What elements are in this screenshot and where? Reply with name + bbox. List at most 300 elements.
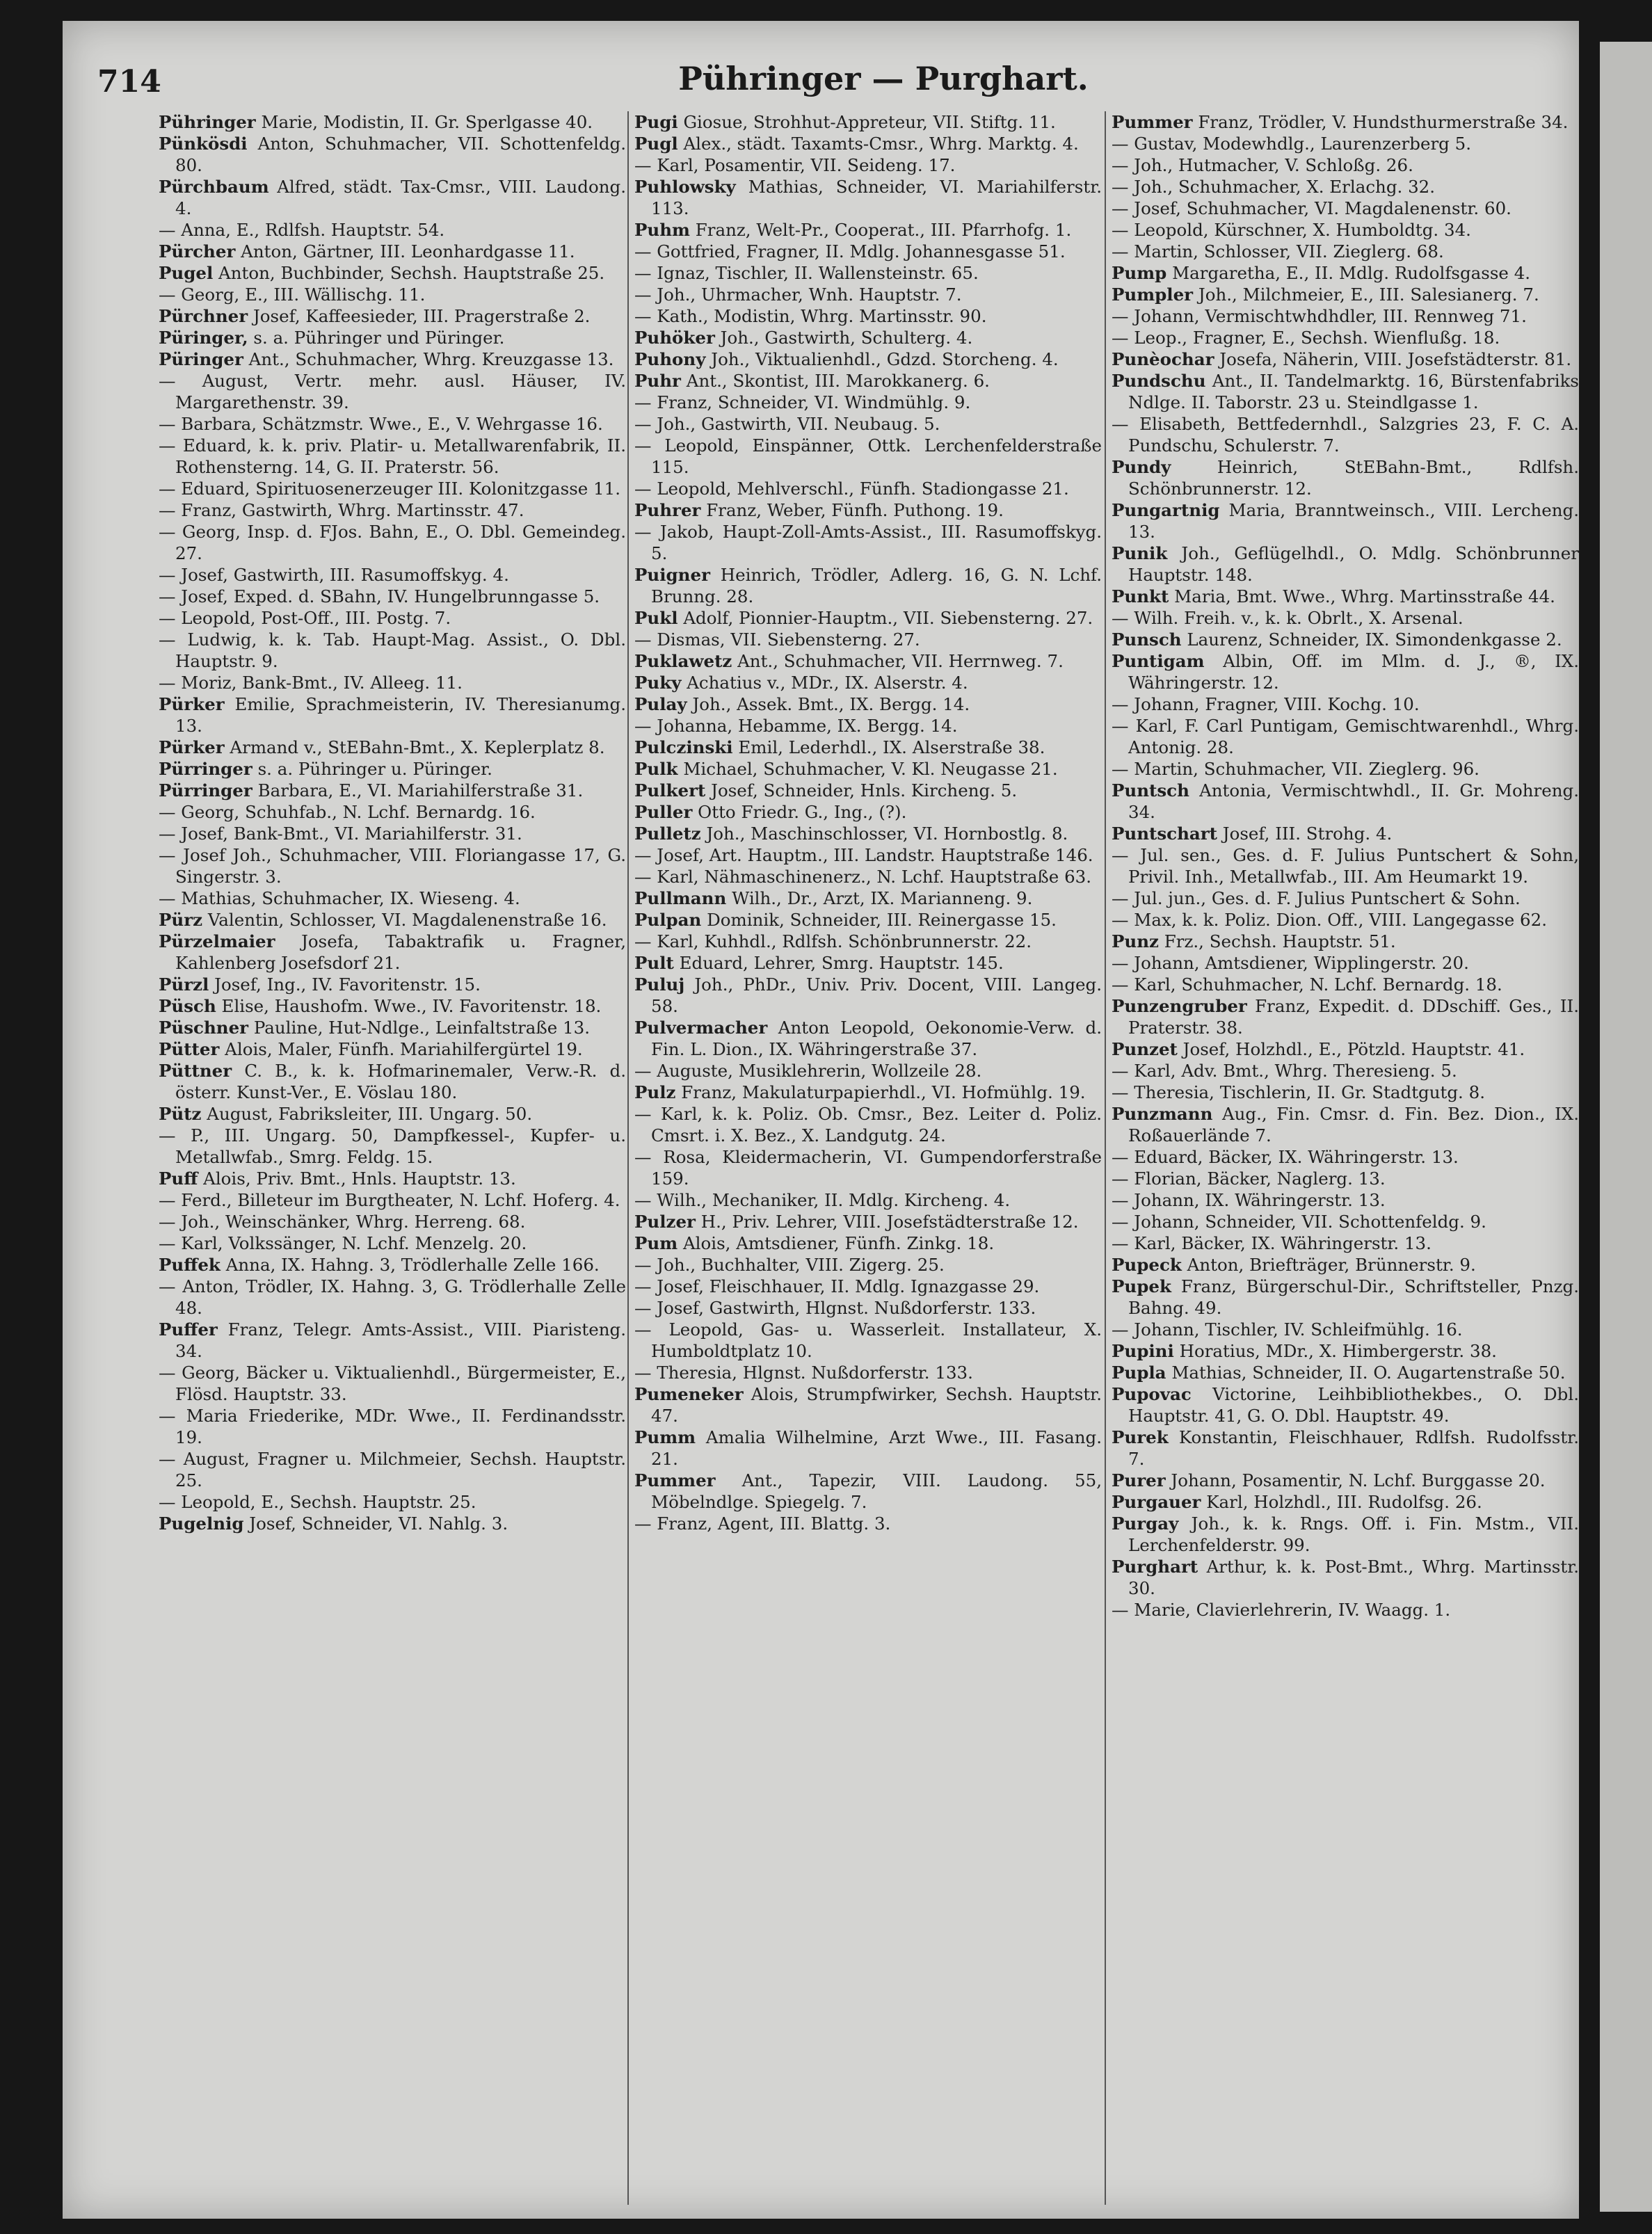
entry-surname: Pulvermacher	[634, 1018, 768, 1038]
entry-details: — Joh., Weinschänker, Whrg. Herreng. 68.	[159, 1212, 526, 1232]
entry-details: — Josef, Fleischhauer, II. Mdlg. Ignazgasse 29.	[634, 1276, 1040, 1296]
directory-entry	[1112, 133, 1579, 154]
column-divider	[1105, 111, 1106, 2205]
directory-entry	[159, 435, 626, 478]
entry-details: Josef, Schneider, Hnls. Kircheng. 5.	[705, 780, 1018, 801]
entry-details: Josefa, Tabaktrafik u. Fragner, Kahlenberg Josefsdorf 21.	[175, 931, 626, 973]
entry-details: — Mathias, Schuhmacher, IX. Wieseng. 4.	[159, 888, 520, 908]
entry-surname: Pungartnig	[1112, 500, 1220, 520]
entry-surname: Puhm	[634, 220, 690, 240]
directory-entry	[634, 1017, 1102, 1060]
entry-details: — August, Vertr. mehr. ausl. Häuser, IV. Margarethenstr. 39.	[159, 371, 626, 412]
entry-surname: Pult	[634, 953, 674, 973]
entry-details: — Josef, Bank-Bmt., VI. Mariahilferstr. 31.	[159, 823, 522, 844]
directory-entry	[159, 995, 626, 1017]
directory-entry	[159, 370, 626, 413]
directory-entry	[1112, 952, 1579, 974]
entry-details: Eduard, Lehrer, Smrg. Hauptstr. 145.	[673, 953, 1004, 973]
entry-details: — Joh., Gastwirth, VII. Neubaug. 5.	[634, 414, 940, 434]
entry-details: — Eduard, Spirituosenerzeuger III. Kolonitzgasse 11.	[159, 479, 621, 499]
entry-surname: Pulczinski	[634, 737, 733, 757]
entry-details: — August, Fragner u. Milchmeier, Sechsh. Hauptstr. 25.	[159, 1449, 626, 1490]
entry-details: Josef, III. Strohg. 4.	[1217, 823, 1393, 844]
entry-surname: Pütz	[159, 1104, 202, 1124]
entry-surname: Püringer	[159, 349, 243, 369]
entry-surname: Pupovac	[1112, 1384, 1192, 1404]
directory-entry	[1112, 650, 1579, 693]
entry-details: Antonia, Vermischtwhdl., II. Gr. Mohreng. 34.	[1128, 780, 1579, 822]
entry-details: — Leopold, Mehlverschl., Fünfh. Stadiongasse 21.	[634, 479, 1069, 499]
entry-surname: Puhöker	[634, 328, 715, 348]
entry-details: Franz, Telegr. Amts-Assist., VIII. Piaristeng. 34.	[175, 1319, 626, 1361]
directory-entry	[1112, 499, 1579, 543]
entry-surname: Pummer	[1112, 112, 1193, 132]
entry-surname: Puntigam	[1112, 651, 1205, 671]
entry-details: Alfred, städt. Tax-Cmsr., VIII. Laudong. 4.	[175, 177, 626, 218]
entry-details: Josef, Ing., IV. Favoritenstr. 15.	[209, 974, 481, 995]
directory-entry	[159, 1125, 626, 1168]
directory-entry	[634, 650, 1102, 672]
entry-details: Alois, Amtsdiener, Fünfh. Zinkg. 18.	[677, 1233, 995, 1253]
directory-entry	[1112, 413, 1579, 456]
entry-details: — Josef Joh., Schuhmacher, VIII. Floriangasse 17, G. Singerstr. 3.	[159, 845, 626, 887]
directory-entry	[634, 1146, 1102, 1189]
entry-details: — Dismas, VII. Siebensterng. 27.	[634, 629, 920, 650]
directory-entry	[1112, 1362, 1579, 1383]
directory-entry	[634, 435, 1102, 478]
directory-entry	[159, 1103, 626, 1125]
directory-entry	[634, 1513, 1102, 1534]
directory-entry	[159, 1189, 626, 1211]
entry-details: Aug., Fin. Cmsr. d. Fin. Bez. Dion., IX. Roßauerlände 7.	[1128, 1104, 1579, 1146]
directory-entry	[634, 499, 1102, 521]
entry-surname: Pürchbaum	[159, 177, 269, 197]
entry-surname: Puffek	[159, 1255, 220, 1275]
entry-surname: Pulzer	[634, 1212, 696, 1232]
entry-details: Joh., Milchmeier, E., III. Salesianerg. 7.	[1193, 284, 1539, 305]
directory-entry	[159, 844, 626, 887]
directory-entry	[634, 133, 1102, 154]
directory-entry	[634, 1297, 1102, 1319]
directory-entry	[1112, 1470, 1579, 1491]
directory-entry	[1112, 909, 1579, 931]
entry-details: — Karl, Kuhhdl., Rdlfsh. Schönbrunnerstr. 22.	[634, 931, 1032, 951]
entry-details: — Johann, Schneider, VII. Schottenfeldg. 9.	[1112, 1212, 1486, 1232]
directory-entry	[634, 305, 1102, 327]
directory-entry	[159, 586, 626, 607]
entry-surname: Pupini	[1112, 1341, 1174, 1361]
entry-details: — Karl, Nähmaschinenerz., N. Lchf. Hauptstraße 63.	[634, 867, 1092, 887]
directory-entry	[1112, 1060, 1579, 1082]
directory-entry	[159, 1017, 626, 1038]
directory-entry	[1112, 715, 1579, 758]
entry-surname: Pumeneker	[634, 1384, 744, 1404]
entry-details: Franz, Trödler, V. Hundsthurmerstraße 34.	[1192, 112, 1569, 132]
entry-details: Ant., Tapezir, VIII. Laudong. 55, Möbelndlge. Spiegelg. 7.	[651, 1470, 1102, 1512]
entry-details: Maria, Bmt. Wwe., Whrg. Martinsstraße 44.	[1169, 586, 1555, 606]
entry-details: — Leop., Fragner, E., Sechsh. Wienflußg. 18.	[1112, 328, 1500, 348]
entry-details: — Georg, E., III. Wällischg. 11.	[159, 284, 426, 305]
entry-details: — Franz, Gastwirth, Whrg. Martinsstr. 47.	[159, 500, 524, 520]
entry-surname: Pundy	[1112, 457, 1171, 477]
entry-details: — Maria Friederike, MDr. Wwe., II. Ferdinandsstr. 19.	[159, 1406, 626, 1447]
directory-entry	[1112, 758, 1579, 780]
entry-details: Franz, Welt-Pr., Cooperat., III. Pfarrhofg. 1.	[689, 220, 1072, 240]
directory-column-3	[1112, 111, 1579, 1621]
entry-details: Horatius, MDr., X. Himbergerstr. 38.	[1173, 1341, 1497, 1361]
directory-entry	[634, 327, 1102, 348]
entry-details: — Anna, E., Rdlfsh. Hauptstr. 54.	[159, 220, 445, 240]
entry-surname: Puky	[634, 673, 682, 693]
entry-details: Josefa, Näherin, VIII. Josefstädterstr. 81.	[1214, 349, 1572, 369]
entry-surname: Pulk	[634, 759, 678, 779]
entry-details: Josef, Schneider, VI. Nahlg. 3.	[243, 1513, 508, 1534]
entry-details: — Theresia, Hlgnst. Nußdorferstr. 133.	[634, 1363, 973, 1383]
entry-details: Valentin, Schlosser, VI. Magdalenenstraße 16.	[202, 910, 607, 930]
entry-surname: Purgay	[1112, 1513, 1179, 1534]
entry-surname: Punzengruber	[1112, 996, 1247, 1016]
directory-entry	[1112, 1038, 1579, 1060]
directory-entry	[159, 499, 626, 521]
entry-surname: Pürz	[159, 910, 203, 930]
directory-entry	[1112, 1319, 1579, 1340]
entry-details: — Joh., Schuhmacher, X. Erlachg. 32.	[1112, 177, 1436, 197]
directory-entry	[159, 1513, 626, 1534]
entry-details: — Johann, Amtsdiener, Wipplingerstr. 20.	[1112, 953, 1469, 973]
entry-details: Josef, Kaffeesieder, III. Pragerstraße 2.	[248, 306, 591, 326]
entry-details: — Georg, Bäcker u. Viktualienhdl., Bürgermeister, E., Flösd. Hauptstr. 33.	[159, 1363, 626, 1404]
entry-details: — Franz, Agent, III. Blattg. 3.	[634, 1513, 891, 1534]
directory-entry	[634, 1427, 1102, 1470]
directory-entry	[159, 1448, 626, 1491]
entry-details: Joh., Assek. Bmt., IX. Bergg. 14.	[687, 694, 970, 714]
directory-entry	[159, 629, 626, 672]
directory-entry	[634, 241, 1102, 262]
entry-surname: Punkt	[1112, 586, 1169, 606]
adjacent-page-edge	[1600, 42, 1652, 2212]
entry-details: — Georg, Schuhfab., N. Lchf. Bernardg. 16.	[159, 802, 536, 822]
directory-entry	[1112, 1599, 1579, 1621]
entry-details: — Johanna, Hebamme, IX. Bergg. 14.	[634, 716, 958, 736]
directory-entry	[1112, 176, 1579, 198]
entry-surname: Pürcher	[159, 241, 236, 262]
entry-details: — Eduard, Bäcker, IX. Währingerstr. 13.	[1112, 1147, 1459, 1167]
directory-entry	[159, 219, 626, 241]
entry-details: — Anton, Trödler, IX. Hahng. 3, G. Trödlerhalle Zelle 48.	[159, 1276, 626, 1318]
entry-details: Wilh., Dr., Arzt, IX. Marianneng. 9.	[726, 888, 1033, 908]
directory-entry	[159, 780, 626, 801]
entry-details: Armand v., StEBahn-Bmt., X. Keplerplatz 8.	[224, 737, 605, 757]
entry-details: Margaretha, E., II. Mdlg. Rudolfsgasse 4.	[1166, 263, 1531, 283]
entry-surname: Punzmann	[1112, 1104, 1213, 1124]
entry-details: s. a. Pühringer und Püringer.	[248, 328, 505, 348]
directory-entry	[159, 327, 626, 348]
entry-surname: Pürker	[159, 694, 225, 714]
directory-entry	[159, 413, 626, 435]
directory-entry	[634, 758, 1102, 780]
entry-surname: Pürchner	[159, 306, 248, 326]
entry-details: Ant., Schuhmacher, VII. Herrnweg. 7.	[732, 651, 1064, 671]
directory-entry	[634, 1319, 1102, 1362]
entry-details: — Gottfried, Fragner, II. Mdlg. Johannesgasse 51.	[634, 241, 1066, 262]
directory-entry	[634, 1211, 1102, 1232]
directory-entry	[634, 521, 1102, 564]
directory-entry	[1112, 1146, 1579, 1168]
entry-details: Alois, Priv. Bmt., Hnls. Hauptstr. 13.	[198, 1168, 516, 1189]
directory-entry	[159, 1060, 626, 1103]
directory-entry	[159, 478, 626, 499]
directory-entry	[634, 844, 1102, 866]
entry-details: — Ignaz, Tischler, II. Wallensteinstr. 65.	[634, 263, 979, 283]
entry-details: — Ludwig, k. k. Tab. Haupt-Mag. Assist., O. Dbl. Hauptstr. 9.	[159, 629, 626, 671]
entry-details: Joh., Gastwirth, Schulterg. 4.	[714, 328, 973, 348]
entry-details: Maria, Branntweinsch., VIII. Lercheng. 13.	[1128, 500, 1579, 542]
directory-entry	[634, 176, 1102, 219]
entry-surname: Pugi	[634, 112, 678, 132]
entry-surname: Purek	[1112, 1427, 1169, 1447]
directory-entry	[1112, 327, 1579, 348]
directory-entry	[634, 887, 1102, 909]
entry-details: — Joh., Uhrmacher, Wnh. Hauptstr. 7.	[634, 284, 962, 305]
entry-details: Anton, Buchbinder, Sechsh. Hauptstraße 25.	[213, 263, 605, 283]
entry-details: — Karl, Schuhmacher, N. Lchf. Bernardg. 18.	[1112, 974, 1502, 995]
directory-entry	[159, 758, 626, 780]
entry-details: Alois, Maler, Fünfh. Mariahilfergürtel 19.	[219, 1039, 583, 1059]
entry-details: — Florian, Bäcker, Naglerg. 13.	[1112, 1168, 1386, 1189]
entry-surname: Püschner	[159, 1018, 249, 1038]
directory-entry	[159, 1276, 626, 1319]
entry-details: s. a. Pühringer u. Püringer.	[252, 759, 492, 779]
entry-surname: Punik	[1112, 543, 1168, 563]
directory-entry	[159, 564, 626, 586]
entry-details: Konstantin, Fleischhauer, Rdlfsh. Rudolfsstr. 7.	[1128, 1427, 1579, 1469]
entry-surname: Pugel	[159, 263, 214, 283]
entry-surname: Pürzl	[159, 974, 209, 995]
directory-entry	[1112, 219, 1579, 241]
entry-surname: Puhrer	[634, 500, 701, 520]
directory-entry	[1112, 1276, 1579, 1319]
directory-entry	[159, 1319, 626, 1362]
directory-entry	[159, 974, 626, 995]
directory-entry	[159, 1362, 626, 1405]
directory-entry	[634, 607, 1102, 629]
entry-details: — Jul. sen., Ges. d. F. Julius Puntschert & Sohn, Privil. Inh., Metallwfab., III. Am Heumarkt 19.	[1112, 845, 1579, 887]
directory-entry	[1112, 1254, 1579, 1276]
entry-surname: Pundschu	[1112, 371, 1206, 391]
entry-surname: Püsch	[159, 996, 216, 1016]
entry-surname: Pump	[1112, 263, 1167, 283]
entry-details: Mathias, Schneider, VI. Mariahilferstr. 113.	[651, 177, 1102, 218]
directory-entry	[634, 1060, 1102, 1082]
directory-entry	[159, 1038, 626, 1060]
directory-entry	[159, 1211, 626, 1232]
entry-surname: Pulz	[634, 1082, 676, 1102]
entry-details: Anton, Briefträger, Brünnerstr. 9.	[1181, 1255, 1476, 1275]
entry-details: — Marie, Clavierlehrerin, IV. Waagg. 1.	[1112, 1600, 1451, 1620]
directory-entry	[1112, 1211, 1579, 1232]
entry-details: Josef, Holzhdl., E., Pötzld. Hauptstr. 41.	[1177, 1039, 1525, 1059]
entry-surname: Purgauer	[1112, 1492, 1201, 1512]
directory-entry	[1112, 1491, 1579, 1513]
directory-entry	[1112, 1082, 1579, 1103]
entry-surname: Puff	[159, 1168, 198, 1189]
entry-details: — Joh., Buchhalter, VIII. Zigerg. 25.	[634, 1255, 945, 1275]
directory-entry	[634, 1362, 1102, 1383]
directory-entry	[634, 1470, 1102, 1513]
directory-entry	[1112, 931, 1579, 952]
directory-entry	[634, 1276, 1102, 1297]
directory-entry	[1112, 1556, 1579, 1599]
entry-surname: Puller	[634, 802, 693, 822]
entry-details: — Franz, Schneider, VI. Windmühlg. 9.	[634, 392, 971, 412]
entry-surname: Pupek	[1112, 1276, 1171, 1296]
entry-surname: Puhr	[634, 371, 681, 391]
entry-details: — Joh., Hutmacher, V. Schloßg. 26.	[1112, 155, 1413, 175]
directory-entry	[634, 219, 1102, 241]
entry-details: Mathias, Schneider, II. O. Augartenstraße 50.	[1166, 1363, 1566, 1383]
entry-details: Frz., Sechsh. Hauptstr. 51.	[1158, 931, 1396, 951]
entry-details: Ant., Schuhmacher, Whrg. Kreuzgasse 13.	[243, 349, 614, 369]
entry-details: Ant., Skontist, III. Marokkanerg. 6.	[680, 371, 990, 391]
directory-entry	[634, 931, 1102, 952]
directory-entry	[159, 823, 626, 844]
entry-details: — Wilh. Freih. v., k. k. Obrlt., X. Arsenal.	[1112, 608, 1463, 628]
entry-details: — Karl, F. Carl Puntigam, Gemischtwarenhdl., Whrg. Antonig. 28.	[1112, 716, 1579, 757]
entry-details: Anna, IX. Hahng. 3, Trödlerhalle Zelle 166.	[220, 1255, 600, 1275]
entry-details: — Josef, Gastwirth, Hlgnst. Nußdorferstr. 133.	[634, 1298, 1036, 1318]
entry-details: Franz, Makulaturpapierhdl., VI. Hofmühlg. 19.	[675, 1082, 1086, 1102]
entry-surname: Pühringer	[159, 112, 256, 132]
entry-details: Johann, Posamentir, N. Lchf. Burggasse 20.	[1165, 1470, 1546, 1490]
directory-entry	[634, 348, 1102, 370]
directory-entry	[1112, 305, 1579, 327]
directory-entry	[159, 133, 626, 176]
entry-surname: Punzet	[1112, 1039, 1178, 1059]
entry-details: — Moriz, Bank-Bmt., IV. Alleeg. 11.	[159, 673, 463, 693]
entry-details: Alex., städt. Taxamts-Cmsr., Whrg. Marktg. 4.	[677, 134, 1079, 154]
directory-entry	[634, 1383, 1102, 1427]
entry-surname: Pürringer	[159, 759, 252, 779]
entry-details: — Wilh., Mechaniker, II. Mdlg. Kircheng. 4.	[634, 1190, 1011, 1210]
directory-column-1	[159, 111, 626, 1534]
entry-details: C. B., k. k. Hofmarinemaler, Verw.-R. d. österr. Kunst-Ver., E. Vöslau 180.	[175, 1061, 626, 1102]
entry-details: Anton Leopold, Oekonomie-Verw. d. Fin. L. Dion., IX. Währingerstraße 37.	[651, 1018, 1102, 1059]
entry-details: — Leopold, Einspänner, Ottk. Lerchenfelderstraße 115.	[634, 435, 1102, 477]
entry-details: Amalia Wilhelmine, Arzt Wwe., III. Fasang. 21.	[651, 1427, 1102, 1469]
directory-entry	[1112, 1103, 1579, 1146]
directory-entry	[634, 564, 1102, 607]
entry-surname: Pupeck	[1112, 1255, 1182, 1275]
directory-entry	[1112, 823, 1579, 844]
directory-entry	[159, 241, 626, 262]
directory-entry	[1112, 241, 1579, 262]
entry-details: Karl, Holzhdl., III. Rudolfsg. 26.	[1201, 1492, 1482, 1512]
entry-details: Elise, Haushofm. Wwe., IV. Favoritenstr. 18.	[216, 996, 602, 1016]
entry-details: — Theresia, Tischlerin, II. Gr. Stadtgutg. 8.	[1112, 1082, 1486, 1102]
directory-entry	[159, 931, 626, 974]
entry-details: — Leopold, Post-Off., III. Postg. 7.	[159, 608, 451, 628]
directory-entry	[1112, 1168, 1579, 1189]
directory-entry	[1112, 1232, 1579, 1254]
entry-surname: Pullmann	[634, 888, 727, 908]
directory-entry	[1112, 693, 1579, 715]
directory-entry	[159, 693, 626, 737]
entry-surname: Punz	[1112, 931, 1159, 951]
directory-entry	[1112, 586, 1579, 607]
entry-details: — Karl, Posamentir, VII. Seideng. 17.	[634, 155, 956, 175]
entry-details: Joh., Viktualienhdl., Gdzd. Storcheng. 4.	[705, 349, 1059, 369]
entry-details: Adolf, Pionnier-Hauptm., VII. Siebensterng. 27.	[677, 608, 1093, 628]
entry-details: — Auguste, Musiklehrerin, Wollzeile 28.	[634, 1061, 982, 1081]
entry-details: — Johann, IX. Währingerstr. 13.	[1112, 1190, 1386, 1210]
entry-surname: Pürker	[159, 737, 225, 757]
directory-entry	[634, 1082, 1102, 1103]
entry-details: — Kath., Modistin, Whrg. Martinsstr. 90.	[634, 306, 987, 326]
entry-details: — Jul. jun., Ges. d. F. Julius Puntschert & Sohn.	[1112, 888, 1521, 908]
entry-details: — Max, k. k. Poliz. Dion. Off., VIII. Langegasse 62.	[1112, 910, 1548, 930]
directory-entry	[159, 176, 626, 219]
directory-entry	[159, 909, 626, 931]
directory-entry	[159, 305, 626, 327]
entry-details: Anton, Schuhmacher, VII. Schottenfeldg. 80.	[175, 134, 626, 175]
directory-entry	[159, 1254, 626, 1276]
directory-entry	[634, 1103, 1102, 1146]
entry-details: — Josef, Gastwirth, III. Rasumoffskyg. 4.	[159, 565, 509, 585]
entry-details: — Leopold, Kürschner, X. Humboldtg. 34.	[1112, 220, 1471, 240]
directory-entry	[1112, 284, 1579, 305]
directory-entry	[634, 737, 1102, 758]
entry-surname: Pürzelmaier	[159, 931, 275, 951]
entry-surname: Pütter	[159, 1039, 220, 1059]
entry-surname: Pumpler	[1112, 284, 1194, 305]
directory-entry	[634, 974, 1102, 1017]
directory-entry	[1112, 974, 1579, 995]
entry-details: Pauline, Hut-Ndlge., Leinfaltstraße 13.	[248, 1018, 591, 1038]
entry-details: — Jakob, Haupt-Zoll-Amts-Assist., III. Rasumoffskyg. 5.	[634, 522, 1102, 563]
entry-surname: Pulpan	[634, 910, 702, 930]
entry-details: Joh., Geflügelhdl., O. Mdlg. Schönbrunner Hauptstr. 148.	[1128, 543, 1579, 585]
directory-entry	[634, 1254, 1102, 1276]
entry-details: — Josef, Schuhmacher, VI. Magdalenenstr. 60.	[1112, 198, 1511, 218]
entry-details: — Gustav, Modewhdlg., Laurenzerberg 5.	[1112, 134, 1472, 154]
entry-details: Emil, Lederhdl., IX. Alserstraße 38.	[732, 737, 1045, 757]
entry-surname: Pugl	[634, 134, 678, 154]
directory-entry	[634, 780, 1102, 801]
directory-entry	[159, 1232, 626, 1254]
column-divider	[627, 111, 629, 2205]
entry-surname: Pupla	[1112, 1363, 1166, 1383]
directory-entry	[159, 1405, 626, 1448]
directory-entry	[1112, 348, 1579, 370]
directory-entry	[1112, 154, 1579, 176]
entry-details: Achatius v., MDr., IX. Alserstr. 4.	[681, 673, 968, 693]
directory-entry	[1112, 1189, 1579, 1211]
entry-surname: Pukl	[634, 608, 678, 628]
entry-surname: Puluj	[634, 974, 685, 995]
directory-entry	[159, 801, 626, 823]
directory-entry	[159, 284, 626, 305]
entry-details: Victorine, Leihbibliothekbes., O. Dbl. Hauptstr. 41, G. O. Dbl. Hauptstr. 49.	[1128, 1384, 1579, 1426]
directory-entry	[634, 370, 1102, 392]
directory-entry	[634, 952, 1102, 974]
directory-entry	[159, 348, 626, 370]
entry-details: Arthur, k. k. Post-Bmt., Whrg. Martinsstr. 30.	[1128, 1557, 1579, 1598]
directory-entry	[634, 392, 1102, 413]
directory-entry	[634, 1232, 1102, 1254]
entry-surname: Pünkösdi	[159, 134, 248, 154]
page-number: 714	[97, 64, 161, 99]
entry-surname: Püttner	[159, 1061, 232, 1081]
